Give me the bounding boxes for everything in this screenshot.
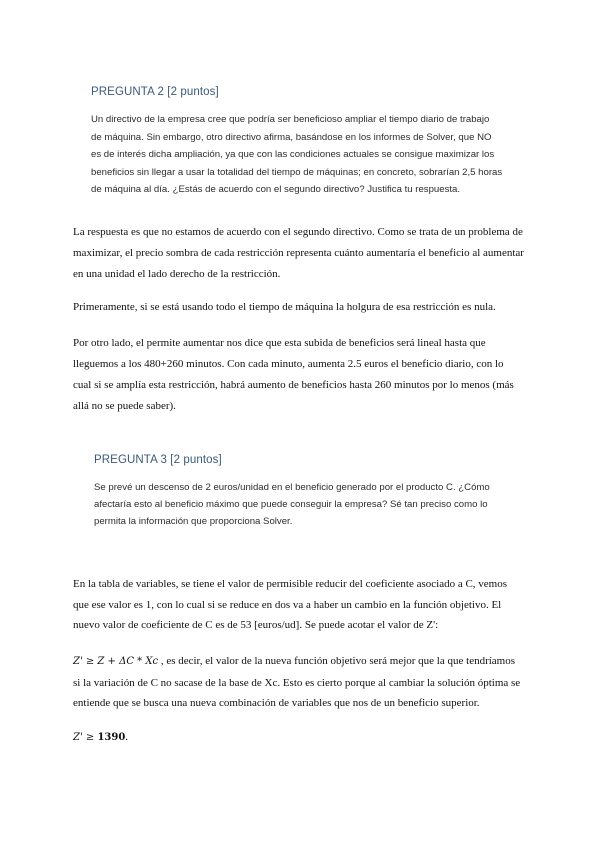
answer-3-paragraph-2: [73, 651, 533, 714]
answer-line: maximizar, el precio sombra de cada restricción representa cuánto aumentaría el beneficio al aumentar: [73, 247, 524, 259]
answer-3-paragraph-1: [73, 574, 533, 636]
question-2-text: [91, 111, 502, 199]
answer-2-paragraph-1: [73, 222, 533, 285]
answer-line: lleguemos a los 480+260 minutos. Con cada minuto, aumenta 2.5 euros el beneficio diario, con lo: [73, 358, 504, 370]
question-3-line: permita la información que proporciona Solver.: [94, 516, 293, 527]
answer-line: [73, 651, 533, 673]
question-2-line: de máquina al día. ¿Estás de acuerdo con el segundo directivo? Justifica tu respuesta.: [91, 184, 461, 195]
question-3-heading: PREGUNTA 3 [2 puntos]: [94, 454, 222, 466]
result-period: .: [125, 731, 129, 743]
answer-line-tail: , es decir, el valor de la nueva función objetivo será mejor que la que tendríamos: [158, 655, 516, 667]
answer-line: En la tabla de variables, se tiene el valor de permisible reducir del coeficiente asociado a C, vemos: [73, 578, 508, 590]
answer-line: cual si se amplía esta restricción, habrá aumento de beneficios hasta 260 minutos por lo menos (más: [73, 379, 514, 391]
question-2-line: de máquina. Sin embargo, otro directivo afirma, basándose en los informes de Solver, que NO: [91, 131, 492, 143]
result-value: 1390: [97, 732, 126, 743]
answer-line: si la variación de C no sacase de la base de Xc. Esto es cierto porque al cambiar la solución óptima se: [73, 676, 521, 689]
result-formula: [73, 732, 125, 743]
question-3-line: afectaría esto al beneficio máximo que puede conseguir la empresa? Sé tan preciso como lo: [94, 499, 488, 510]
answer-2-paragraph-3: [73, 333, 533, 417]
answer-line: allá no se puede saber).: [73, 400, 176, 412]
answer-line: Por otro lado, el permite aumentar nos dice que esta subida de beneficios será lineal hasta que: [73, 337, 486, 349]
answer-line: en una unidad el lado derecho de la restricción.: [73, 268, 281, 280]
answer-line: entiende que se busca una nueva combinación de variables que nos de un beneficio superior.: [73, 697, 480, 709]
inequality-formula: Z' ≥ Z + ΔC * Xc: [73, 656, 159, 667]
answer-2-paragraph-2: Primeramente, si se está usando todo el tiempo de máquina la holgura de esa restricción es nula.: [73, 301, 496, 313]
question-2-heading: PREGUNTA 2 [2 puntos]: [91, 86, 219, 98]
answer-line: La respuesta es que no estamos de acuerdo con el segundo directivo. Como se trata de un problema de: [73, 226, 523, 238]
question-2-line: Un directivo de la empresa cree que podría ser beneficioso ampliar el tiempo diario de trabajo: [91, 114, 490, 125]
question-2-line: beneficios sin llegar a usar la totalidad del tiempo de máquinas; en concreto, sobrarían 2,5 horas: [91, 166, 503, 178]
answer-line: nuevo valor de coeficiente de C es de 53 [euros/ud]. Se puede acotar el valor de Z':: [73, 619, 439, 631]
question-3-text: [94, 479, 490, 530]
answer-3-result: [73, 727, 533, 748]
question-3-line: Se prevé un descenso de 2 euros/unidad en el beneficio generado por el producto C. ¿Cómo: [94, 482, 490, 493]
answer-line: que ese valor es 1, con lo cual si se reduce en dos va a haber un cambio en la función objetivo. El: [73, 598, 502, 611]
result-lhs: Z' ≥: [73, 732, 95, 743]
question-2-line: es de interés dicha ampliación, ya que con las condiciones actuales se consigue maximizar los: [91, 149, 495, 160]
